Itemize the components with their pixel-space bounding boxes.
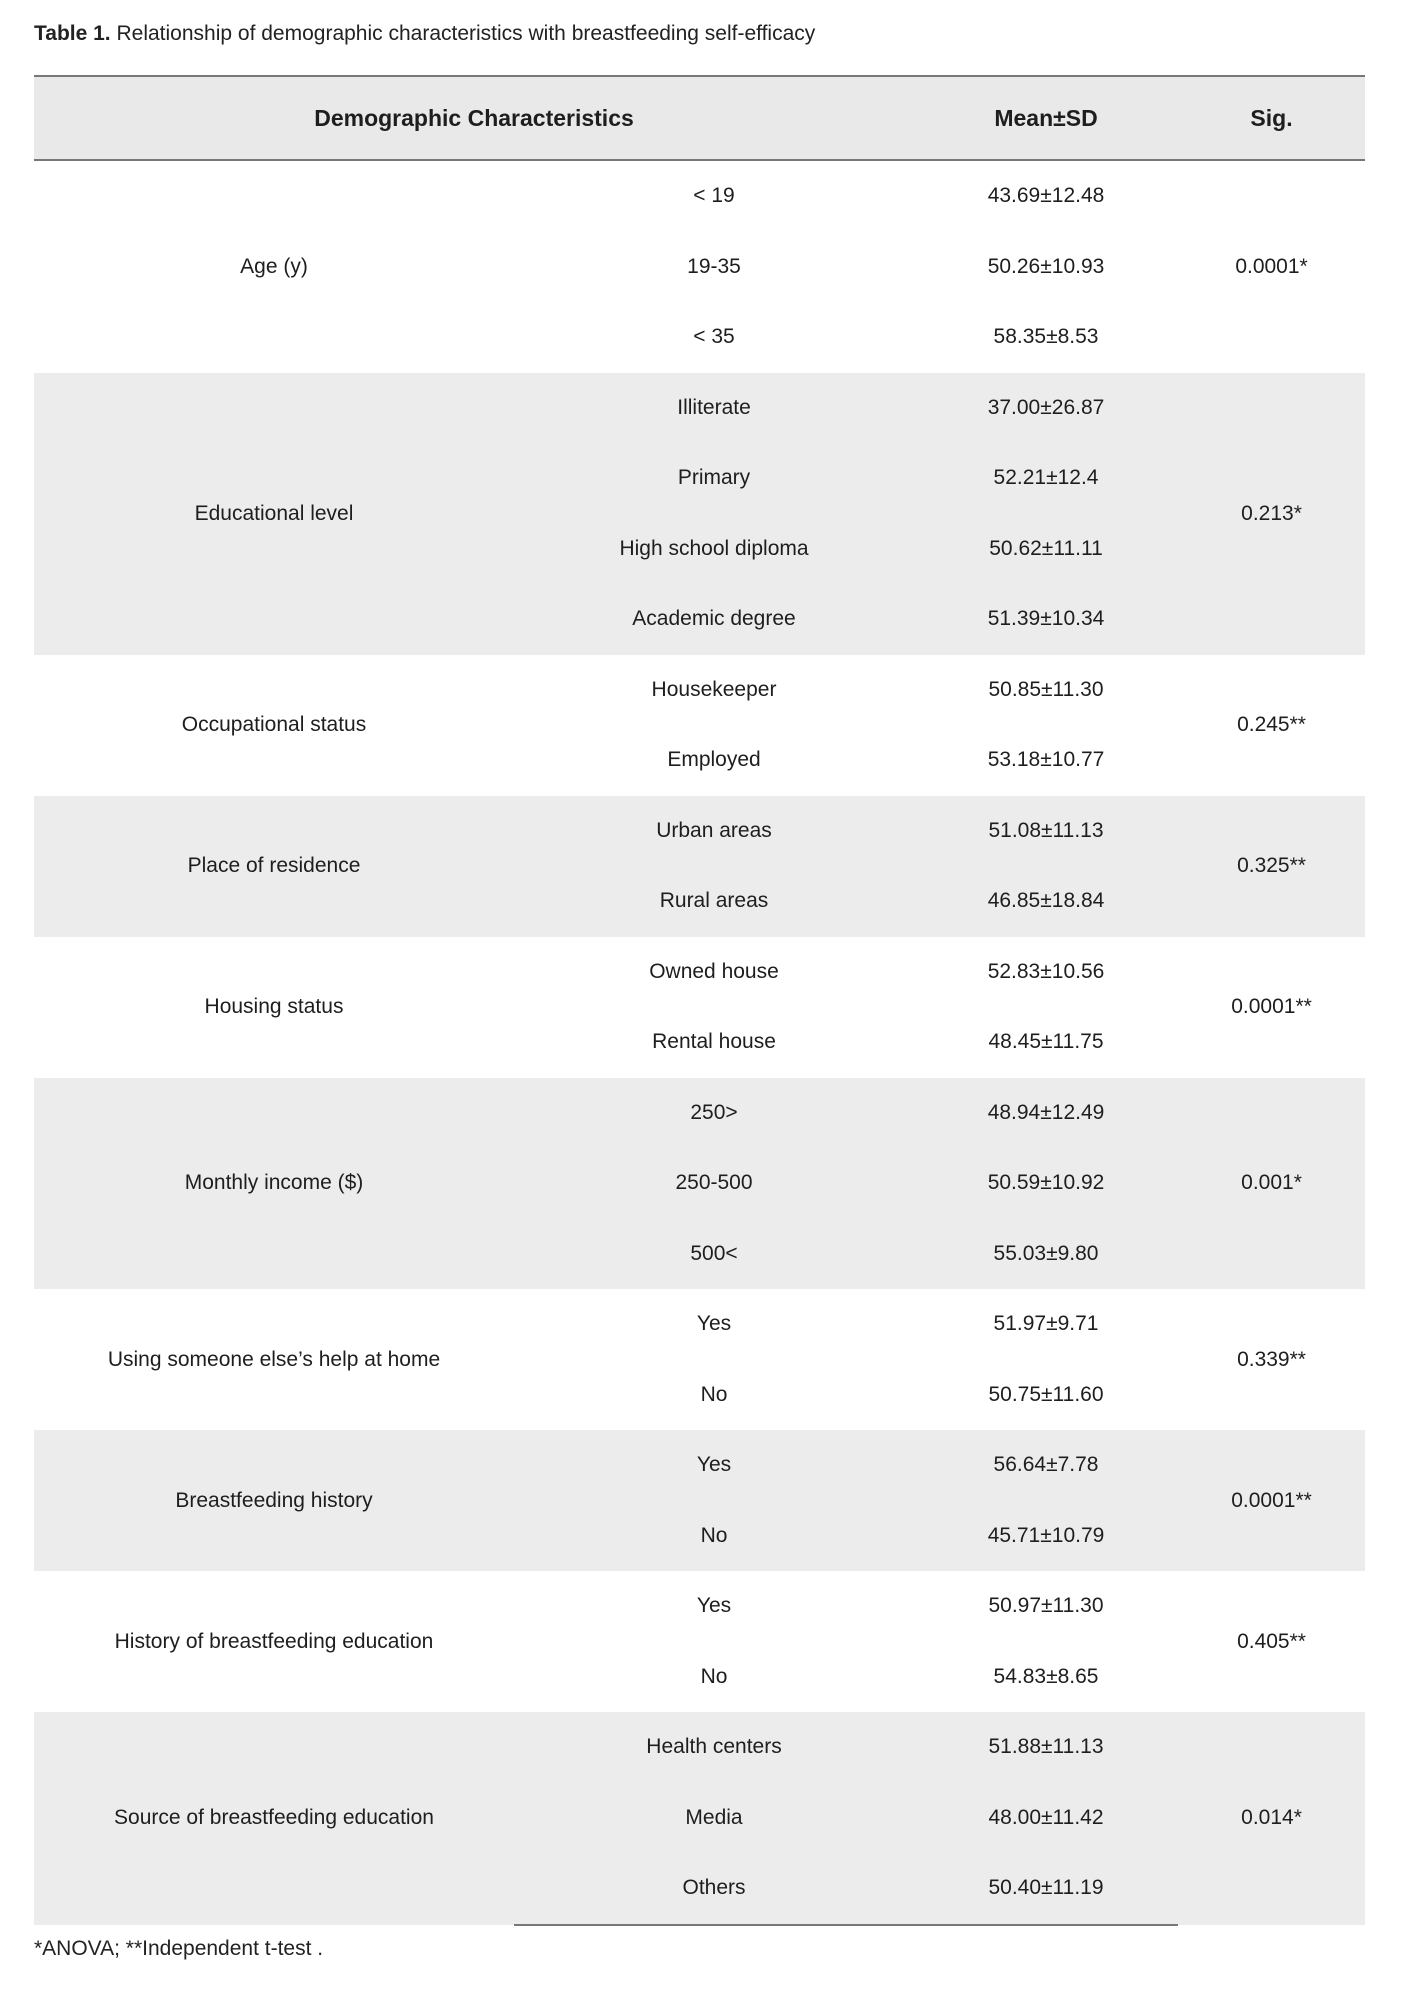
mean-sd-cell: 52.83±10.56 — [987, 959, 1105, 983]
mean-sd-cell: 50.40±11.19 — [914, 1853, 1178, 1925]
mean-sd-cell: 50.62±11.11 — [914, 514, 1178, 585]
mean-sd-cell: 55.03±9.80 — [914, 1219, 1178, 1290]
mean-sd-cell: 51.08±11.13 — [914, 796, 1178, 867]
mean-sd-cell: 58.35±8.53 — [993, 325, 1099, 349]
table-group — [34, 655, 1365, 796]
category-cell: 250> — [514, 1078, 914, 1149]
sig-cell: 0.014* — [1178, 1712, 1365, 1925]
table-group — [34, 796, 1365, 937]
group-label: History of breastfeeding education — [114, 1629, 434, 1653]
group-label: Educational level — [34, 373, 514, 655]
mean-sd-cell: 50.97±11.30 — [988, 1594, 1104, 1618]
group-label: Using someone else’s help at home — [107, 1347, 441, 1371]
category-cell: High school diploma — [514, 514, 914, 585]
table-row — [34, 1289, 1365, 1360]
table-group — [34, 373, 1365, 655]
category-cell: Primary — [514, 443, 914, 514]
sig-cell: 0.405** — [1237, 1629, 1306, 1653]
category-cell: < 19 — [693, 184, 735, 208]
category-cell: 19-35 — [687, 254, 741, 278]
mean-sd-cell: 50.26±10.93 — [987, 254, 1105, 278]
category-cell: Yes — [696, 1312, 732, 1336]
category-cell: Others — [514, 1853, 914, 1925]
table-footnote: *ANOVA; **Independent t-test . — [34, 1937, 324, 1960]
sig-cell: 0.0001* — [1235, 254, 1308, 278]
sig-cell: 0.0001** — [1178, 1430, 1365, 1571]
category-cell: Employed — [667, 748, 761, 772]
caption-lead: Table 1. — [34, 22, 111, 45]
sig-cell: 0.0001** — [1231, 995, 1312, 1018]
sig-cell: 0.213* — [1178, 373, 1365, 655]
category-cell: Rural areas — [514, 866, 914, 937]
mean-sd-cell: 50.75±11.60 — [988, 1382, 1104, 1406]
category-cell: Media — [514, 1783, 914, 1854]
header-row — [34, 76, 1365, 160]
mean-sd-cell: 51.97±9.71 — [993, 1312, 1099, 1336]
table-row — [34, 1430, 1365, 1501]
header-mean-sd: Mean±SD — [914, 76, 1178, 160]
category-cell: Health centers — [514, 1712, 914, 1783]
mean-sd-cell: 53.18±10.77 — [987, 748, 1105, 772]
table-row — [34, 937, 1365, 1008]
sig-cell: 0.001* — [1178, 1078, 1365, 1290]
table-group — [34, 1430, 1365, 1571]
category-cell: Housekeeper — [651, 677, 777, 701]
category-cell: 250-500 — [514, 1148, 914, 1219]
group-label: Age (y) — [240, 254, 308, 278]
mean-sd-cell: 48.45±11.75 — [988, 1030, 1104, 1054]
mean-sd-cell: 46.85±18.84 — [914, 866, 1178, 937]
table-group — [34, 1078, 1365, 1290]
table-row — [34, 655, 1365, 726]
group-label: Housing status — [204, 995, 344, 1018]
category-cell: 500< — [514, 1219, 914, 1290]
mean-sd-cell: 50.85±11.30 — [988, 677, 1104, 701]
category-cell: < 35 — [693, 325, 735, 349]
mean-sd-cell: 37.00±26.87 — [914, 373, 1178, 444]
category-cell: Yes — [514, 1430, 914, 1501]
table-header — [34, 76, 1365, 160]
group-label: Occupational status — [181, 713, 367, 736]
table-row — [34, 160, 1365, 232]
table-row — [34, 1712, 1365, 1783]
table-row — [34, 796, 1365, 867]
sig-cell: 0.245** — [1237, 713, 1306, 736]
category-cell: No — [700, 1664, 728, 1688]
table-group — [34, 937, 1365, 1078]
results-table-container — [34, 75, 1365, 1926]
header-demographic: Demographic Characteristics — [34, 76, 914, 160]
category-cell: Urban areas — [514, 796, 914, 867]
table-group — [34, 160, 1365, 373]
category-cell: Yes — [696, 1594, 732, 1618]
results-table — [34, 75, 1365, 1926]
group-label: Place of residence — [34, 796, 514, 937]
category-cell: Academic degree — [514, 584, 914, 655]
table-group — [34, 1712, 1365, 1925]
mean-sd-cell: 52.21±12.4 — [914, 443, 1178, 514]
table-row — [34, 1571, 1365, 1642]
mean-sd-cell: 48.00±11.42 — [914, 1783, 1178, 1854]
mean-sd-cell: 54.83±8.65 — [993, 1664, 1099, 1688]
group-label: Monthly income ($) — [34, 1078, 514, 1290]
mean-sd-cell: 51.39±10.34 — [914, 584, 1178, 655]
mean-sd-cell: 51.88±11.13 — [914, 1712, 1178, 1783]
table-row — [34, 373, 1365, 444]
table-caption — [34, 22, 815, 46]
mean-sd-cell: 48.94±12.49 — [914, 1078, 1178, 1149]
sig-cell: 0.339** — [1237, 1347, 1306, 1371]
caption-text: Relationship of demographic characteristics with breastfeeding self-efficacy — [116, 22, 816, 45]
category-cell: No — [700, 1382, 728, 1406]
table-row — [34, 1078, 1365, 1149]
mean-sd-cell: 45.71±10.79 — [914, 1501, 1178, 1572]
mean-sd-cell: 43.69±12.48 — [987, 184, 1105, 208]
category-cell: Rental house — [652, 1030, 776, 1054]
table-group — [34, 1571, 1365, 1712]
group-label: Source of breastfeeding education — [34, 1712, 514, 1925]
mean-sd-cell: 50.59±10.92 — [914, 1148, 1178, 1219]
sig-cell: 0.325** — [1178, 796, 1365, 937]
category-cell: Illiterate — [514, 373, 914, 444]
category-cell: Owned house — [649, 959, 779, 983]
category-cell: No — [514, 1501, 914, 1572]
header-sig: Sig. — [1178, 76, 1365, 160]
mean-sd-cell: 56.64±7.78 — [914, 1430, 1178, 1501]
group-label: Breastfeeding history — [34, 1430, 514, 1571]
table-group — [34, 1289, 1365, 1430]
